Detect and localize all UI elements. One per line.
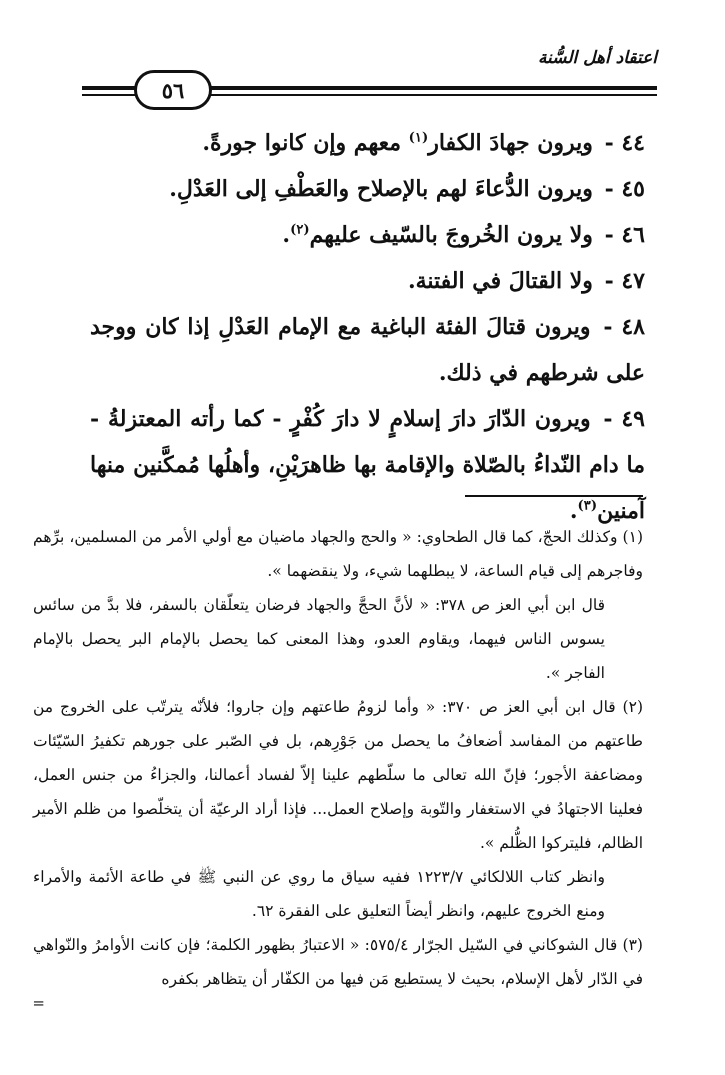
footnote-3: (٣) قال الشوكاني في السّيل الجرّار ٥٧٥/٤: « الاعتبارُ بظهور الكلمة؛ فإن كانت الأوامرُ والنّواهي في الدّار لأهل الإسلام، بحيث لا يستطيع مَن فيها من الكفّار أن يتظاهر بكفره: [33, 936, 643, 988]
page-number: ٥٦: [134, 70, 212, 110]
article-number: ٤٧ -: [604, 268, 645, 294]
article-tail: معهم وإن كانوا جورةً.: [202, 130, 409, 156]
article-text: ويرون قتالَ الفئة الباغية مع الإمام العَدْلِ إذا كان ووجد على شرطهم في ذلك.: [90, 314, 645, 386]
article-44: [90, 120, 645, 166]
article-47: [90, 258, 645, 304]
article-45: [90, 166, 645, 212]
footnote-2-continuation: وانظر كتاب اللالكائي ١٢٢٣/٧ ففيه سياق ما روي عن النبي ﷺ في طاعة الأئمة والأمراء ومنع الخروج عليهم، وانظر أيضاً التعليق على الفقرة ٦٢.: [33, 868, 605, 920]
article-number: ٤٤ -: [604, 130, 645, 156]
footnote-separator: [465, 495, 643, 497]
page-header: [82, 46, 657, 106]
article-text: ويرون جهادَ الكفار: [428, 130, 593, 156]
footnote-marker: (٢): [290, 222, 310, 238]
article-number: ٤٦ -: [604, 222, 645, 248]
footnotes: [33, 520, 643, 1010]
article-text: ويرون الدّارَ دارَ إسلامٍ لا دارَ كُفْرٍ - كما رأته المعتزلةُ - ما دام النّداءُ بالصّلاة والإقامة بها ظاهرَيْنِ، وأهلُها مُمكَّنين منها آمنين: [90, 406, 645, 524]
footnote-2: (٢) قال ابن أبي العز ص ٣٧٠: « وأما لزومُ طاعتهم وإن جاروا؛ فلأنّه يترتّب على الخروج من طاعتهم من المفاسد أضعافُ ما يحصل من جَوْرِهم، بل في الصّبر على جورهم تكفيرُ السّيّئات ومضاعفة الأجور؛ فإنّ الله تعالى ما سلّطهم علينا إلاّ لفساد أعمالنا، والجزاءُ من جنس العمل، فعلينا الاجتهادُ في الاستغفار والتّوبة وإصلاح العمل... فإذا أراد الرعيّة أن يتخلّصوا من ظلم الأمير الظالم، فليتركوا الظُّلم ».: [33, 698, 643, 852]
article-number: ٤٨ -: [603, 314, 645, 340]
article-text: ويرون الدُّعاءَ لهم بالإصلاح والعَطْفِ إلى العَدْلِ.: [169, 176, 593, 202]
article-number: ٤٥ -: [604, 176, 645, 202]
footnote-1-continuation: قال ابن أبي العز ص ٣٧٨: « لأنَّ الحجَّ والجهاد فرضان يتعلّقان بالسفر، فلا بدَّ من سائس يسوس الناس فيهما، ويقاوم العدو، وهذا المعنى كما يحصل بالإمام البر يحصل بالإمام الفاجر ».: [33, 596, 605, 682]
article-49: [90, 396, 645, 534]
article-number: ٤٩ -: [603, 406, 645, 432]
footnote-1: (١) وكذلك الحجّ، كما قال الطحاوي: « والحج والجهاد ماضيان مع أولي الأمر من المسلمين، برِّهم وفاجرهم إلى قيام الساعة، لا يبطلهما شيء، ولا ينقضهما ».: [33, 528, 643, 580]
footnote-marker: (٣): [577, 498, 598, 514]
article-tail: .: [569, 498, 578, 524]
article-text: ولا يرون الخُروجَ بالسّيف عليهم: [309, 222, 593, 248]
main-text: [90, 120, 645, 534]
continuation-mark: =: [32, 994, 45, 1012]
article-48: [90, 304, 645, 396]
running-title: اعتقاد أهل السُّنة: [537, 48, 657, 68]
article-tail: .: [282, 222, 291, 248]
article-text: ولا القتالَ في الفتنة.: [407, 268, 593, 294]
article-46: [90, 212, 645, 258]
footnote-marker: (١): [408, 130, 429, 146]
